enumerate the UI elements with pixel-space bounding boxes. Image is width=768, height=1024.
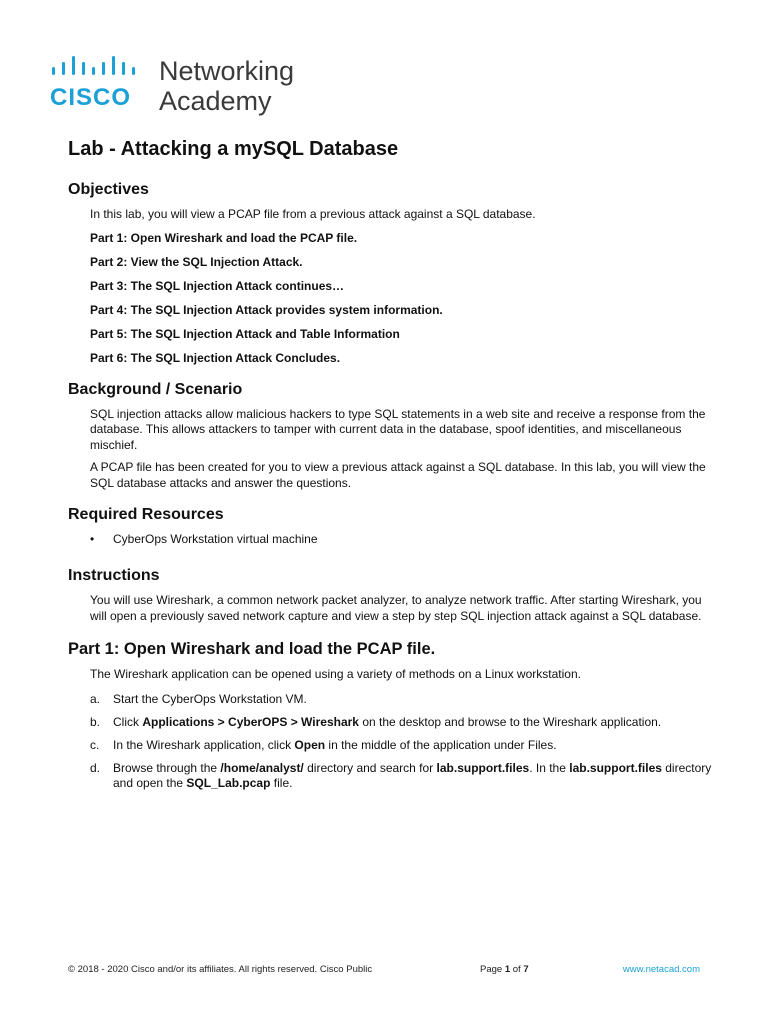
step-c: c. In the Wireshark application, click Open in the middle of the application under Files. xyxy=(90,737,557,752)
objective-part-4: Part 4: The SQL Injection Attack provides system information. xyxy=(90,303,443,317)
background-heading: Background / Scenario xyxy=(68,380,243,398)
resources-heading: Required Resources xyxy=(68,506,224,523)
footer-page-number: Page 1 of 7 xyxy=(480,964,529,975)
page-footer xyxy=(68,964,700,980)
logo-networking-text: Networking xyxy=(159,56,295,86)
instructions-section xyxy=(90,593,718,624)
footer-url-link[interactable]: www.netacad.com xyxy=(622,964,700,975)
objective-part-3: Part 3: The SQL Injection Attack continues… xyxy=(90,279,345,293)
objective-part-6: Part 6: The SQL Injection Attack Concludes. xyxy=(90,351,341,365)
footer-copyright: © 2018 - 2020 Cisco and/or its affiliates. All rights reserved. Cisco Public xyxy=(68,964,373,975)
cisco-networking-academy-logo xyxy=(50,56,310,118)
part1-intro: The Wireshark application can be opened using a variety of methods on a Linux workstation. xyxy=(90,667,581,681)
step-d: d. Browse through the /home/analyst/ directory and search for lab.support.files. In the lab.support.files directory and open the SQL_Lab.pcap file. xyxy=(90,760,712,790)
step-b: b. Click Applications > CyberOPS > Wireshark on the desktop and browse to the Wireshark application. xyxy=(90,714,662,729)
list-item: • CyberOps Workstation virtual machine xyxy=(90,532,318,546)
part1-heading: Part 1: Open Wireshark and load the PCAP file. xyxy=(68,640,436,658)
document-content xyxy=(68,138,718,799)
resources-section xyxy=(90,532,718,547)
cisco-wordmark: CISCO xyxy=(50,84,132,111)
background-paragraph-1: SQL injection attacks allow malicious hackers to type SQL statements in a web site and receive a response from the database. This allows attackers to tamper with current data in the database, spoof identities, and miscellaneous mischief. xyxy=(90,406,706,452)
objective-part-5: Part 5: The SQL Injection Attack and Table Information xyxy=(90,327,400,341)
logo-academy-text: Academy xyxy=(159,86,272,116)
objectives-section xyxy=(90,207,718,367)
bullet-icon: • xyxy=(90,532,95,546)
objective-part-1: Part 1: Open Wireshark and load the PCAP file. xyxy=(90,231,358,245)
cisco-bars-icon xyxy=(52,56,152,78)
instructions-heading: Instructions xyxy=(68,567,160,584)
page-title: Lab - Attacking a mySQL Database xyxy=(68,138,399,160)
background-section xyxy=(90,407,718,492)
step-a: a. Start the CyberOps Workstation VM. xyxy=(90,691,307,706)
background-paragraph-2: A PCAP file has been created for you to view a previous attack against a SQL database. In this lab, you will view the SQL database attacks and answer the questions. xyxy=(90,460,706,490)
objectives-heading: Objectives xyxy=(68,181,149,198)
instructions-paragraph: You will use Wireshark, a common network packet analyzer, to analyze network traffic. After starting Wireshark, you will open a previously saved network capture and view a step by step SQL injection attack against a SQL database. xyxy=(90,593,702,623)
part1-section xyxy=(90,667,718,792)
objectives-intro: In this lab, you will view a PCAP file from a previous attack against a SQL database. xyxy=(90,207,536,221)
objective-part-2: Part 2: View the SQL Injection Attack. xyxy=(90,255,303,269)
resources-list xyxy=(90,532,718,547)
part1-steps xyxy=(90,692,718,792)
